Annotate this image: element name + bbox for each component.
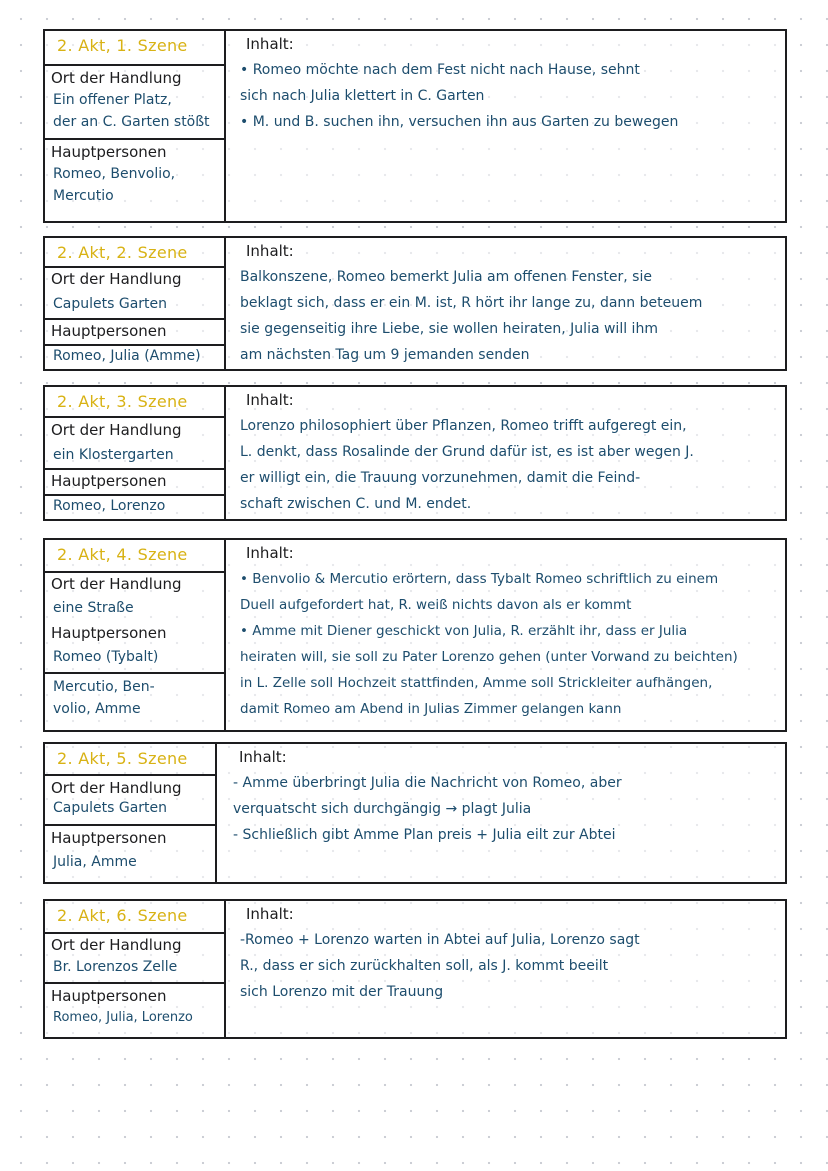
ort-value: eine Straße — [53, 600, 134, 616]
ort-label: Ort der Handlung — [51, 936, 182, 954]
scene-info-column — [45, 540, 226, 730]
personen-value-continued: Mercutio, Ben- volio, Amme — [53, 679, 155, 717]
personen-label: Hauptpersonen — [51, 322, 167, 340]
scene-info-column — [45, 31, 226, 221]
scene-content: - Amme überbringt Julia die Nachricht von Romeo, aber verquatscht sich durchgängig → plagt Julia - Schließlich gibt Amme Plan preis + Julia eilt zur Abtei — [233, 775, 622, 843]
personen-label: Hauptpersonen — [51, 624, 167, 642]
scene-title: 2. Akt, 2. Szene — [57, 243, 188, 262]
inhalt-label: Inhalt: — [246, 544, 294, 562]
inhalt-label: Inhalt: — [239, 748, 287, 766]
scene-card-4 — [43, 538, 787, 732]
personen-label: Hauptpersonen — [51, 829, 167, 847]
scene-title: 2. Akt, 3. Szene — [57, 392, 188, 411]
scene-content-area — [240, 238, 775, 369]
personen-label: Hauptpersonen — [51, 143, 167, 161]
ort-value: ein Klostergarten — [53, 447, 174, 463]
ort-label: Ort der Handlung — [51, 575, 182, 593]
scene-content: -Romeo + Lorenzo warten in Abtei auf Julia, Lorenzo sagt R., dass er sich zurückhalten soll, als J. kommt beeilt sich Lorenzo mit der Trauung — [240, 932, 640, 1000]
scene-card-3 — [43, 385, 787, 521]
scene-info-column — [45, 387, 226, 519]
ort-value: Capulets Garten — [53, 296, 168, 312]
scene-info-column — [45, 901, 226, 1039]
scene-title: 2. Akt, 5. Szene — [57, 749, 188, 768]
scene-card-6 — [43, 899, 787, 1039]
personen-label: Hauptpersonen — [51, 987, 167, 1005]
scene-info-column — [45, 238, 226, 369]
personen-label: Hauptpersonen — [51, 472, 167, 490]
ort-label: Ort der Handlung — [51, 779, 182, 797]
scene-title: 2. Akt, 1. Szene — [57, 36, 188, 55]
inhalt-label: Inhalt: — [246, 905, 294, 923]
scene-content: • Romeo möchte nach dem Fest nicht nach Hause, sehnt sich nach Julia klettert in C. Garten • M. und B. suchen ihn, versuchen ihn aus Garten zu bewegen — [240, 62, 679, 130]
inhalt-label: Inhalt: — [246, 391, 294, 409]
scene-content-area — [233, 744, 775, 882]
inhalt-label: Inhalt: — [246, 35, 294, 53]
card-bottom-border — [43, 1037, 787, 1039]
personen-value: Romeo (Tybalt) — [53, 649, 159, 665]
ort-value: Br. Lorenzos Zelle — [53, 959, 178, 975]
scene-content-area — [240, 31, 775, 221]
personen-value: Romeo, Julia (Amme) — [53, 348, 201, 364]
scene-card-1 — [43, 29, 787, 223]
scene-content: Balkonszene, Romeo bemerkt Julia am offenen Fenster, sie beklagt sich, dass er ein M. ist, R hört ihr lange zu, dann beteuem sie gegenseitig ihre Liebe, sie wollen heiraten, Julia will ihm am nächsten Tag um 9 jemanden senden — [240, 269, 703, 363]
scene-content: Lorenzo philosophiert über Pflanzen, Romeo trifft aufgeregt ein, L. denkt, dass Rosalinde der Grund dafür ist, es ist aber wegen J. er willigt ein, die Trauung vorzunehmen, damit die Feind- schaft zwischen C. und M. endet. — [240, 418, 694, 512]
ort-value: Capulets Garten — [53, 800, 168, 816]
personen-value: Romeo, Benvolio, Mercutio — [53, 166, 176, 204]
ort-label: Ort der Handlung — [51, 421, 182, 439]
scene-content-area — [240, 540, 775, 730]
scene-title: 2. Akt, 6. Szene — [57, 906, 188, 925]
scene-info-column — [45, 744, 217, 882]
scene-content-area — [240, 901, 775, 1039]
scene-card-2 — [43, 236, 787, 371]
scene-title: 2. Akt, 4. Szene — [57, 545, 188, 564]
personen-value: Romeo, Julia, Lorenzo — [53, 1010, 193, 1025]
ort-value: Ein offener Platz, der an C. Garten stößt — [53, 92, 210, 130]
personen-value: Romeo, Lorenzo — [53, 498, 166, 514]
scene-card-5 — [43, 742, 787, 884]
ort-label: Ort der Handlung — [51, 69, 182, 87]
personen-value: Julia, Amme — [53, 854, 137, 870]
inhalt-label: Inhalt: — [246, 242, 294, 260]
scene-content: • Benvolio & Mercutio erörtern, dass Tybalt Romeo schriftlich zu einem Duell aufgefordert hat, R. weiß nichts davon als er kommt • Amme mit Diener geschickt von Julia, R. erzählt ihr, dass er Julia heiraten will, sie soll zu Pater Lorenzo gehen (unter Vorwand zu beichten) in L. Zelle soll Hochzeit stattfinden, Amme soll Strickleiter aufhängen, damit Romeo am Abend in Julias Zimmer gelangen kann — [240, 571, 738, 717]
ort-label: Ort der Handlung — [51, 270, 182, 288]
scene-content-area — [240, 387, 775, 519]
